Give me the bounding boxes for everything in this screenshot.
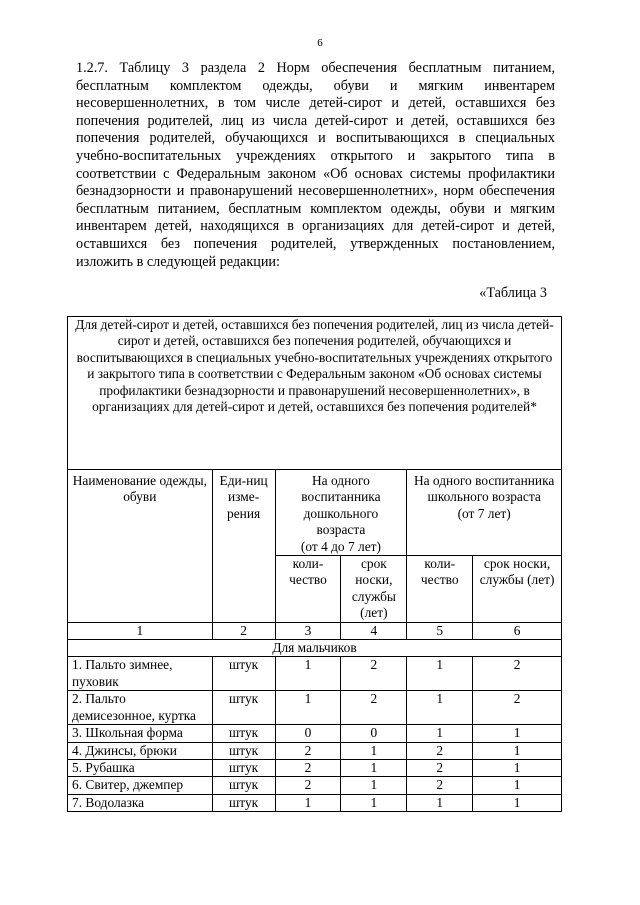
column-header-name: Наименование одежды, обуви bbox=[68, 470, 213, 623]
row-term-preschool: 0 bbox=[341, 725, 407, 742]
table-heading: Для детей-сирот и детей, оставшихся без попечения родителей, лиц из числа детей-сирот и детей, оставшихся без попечения родителей, обучающихся и воспитывающихся в специальных учебно-воспитательных учреждениях открытого и закрытого типа в соответствии с Федеральным законом «Об основах системы профилактики безнадзорности и правонарушений несовершеннолетних», в организациях для детей-сирот и детей, оставшихся без попечения родителей* bbox=[68, 317, 562, 470]
group-school-label: На одного воспитанника школьного возраста bbox=[413, 473, 555, 505]
row-qty-preschool: 2 bbox=[275, 742, 341, 759]
column-number: 2 bbox=[212, 622, 275, 639]
row-unit: штук bbox=[212, 691, 275, 725]
column-number: 1 bbox=[68, 622, 213, 639]
intro-paragraph: 1.2.7. Таблицу 3 раздела 2 Норм обеспечения бесплатным питанием, бесплатным комплектом одежды, обуви и мягким инвентарем несовершеннолетних, в том числе детей-сирот и детей, оставшихся без попечения родителей, лиц из числа детей-сирот и детей, оставшихся без попечения родителей, обучающихся и воспитывающихся в специальных учебно-воспитательных учреждениях открытого и закрытого типа в соответствии с Федеральным законом «Об основах системы профилактики безнадзорности и правонарушений несовершеннолетних», норм обеспечения бесплатным питанием, бесплатным комплектом одежды, обуви и мягким инвентарем детей, находящихся в организациях для детей-сирот и детей, оставшихся без попечения родителей, утвержденных постановлением, изложить в следующей редакции: bbox=[76, 60, 555, 270]
norms-table bbox=[67, 316, 562, 812]
row-qty-preschool: 1 bbox=[275, 794, 341, 811]
column-group-preschool bbox=[275, 470, 407, 556]
row-qty-school: 1 bbox=[407, 725, 473, 742]
row-term-school: 2 bbox=[473, 657, 562, 691]
section-boys: Для мальчиков bbox=[68, 640, 562, 657]
row-qty-school: 2 bbox=[407, 742, 473, 759]
column-number: 5 bbox=[407, 622, 473, 639]
row-qty-preschool: 1 bbox=[275, 691, 341, 725]
row-qty-school: 1 bbox=[407, 691, 473, 725]
row-qty-preschool: 2 bbox=[275, 777, 341, 794]
row-term-school: 1 bbox=[473, 742, 562, 759]
row-unit: штук bbox=[212, 777, 275, 794]
row-item-name: 6. Свитер, джемпер bbox=[68, 777, 213, 794]
row-term-school: 2 bbox=[473, 691, 562, 725]
row-qty-preschool: 2 bbox=[275, 759, 341, 776]
column-number: 4 bbox=[341, 622, 407, 639]
row-term-preschool: 1 bbox=[341, 742, 407, 759]
row-unit: штук bbox=[212, 759, 275, 776]
row-qty-preschool: 1 bbox=[275, 657, 341, 691]
table-row bbox=[68, 725, 562, 742]
table-row bbox=[68, 657, 562, 691]
table-row bbox=[68, 794, 562, 811]
row-item-name: 3. Школьная форма bbox=[68, 725, 213, 742]
page-number: 6 bbox=[317, 37, 323, 49]
column-number: 3 bbox=[275, 622, 341, 639]
column-header-qty-preschool: коли-чество bbox=[275, 556, 341, 623]
column-header-qty-school: коли-чество bbox=[407, 556, 473, 623]
row-qty-school: 1 bbox=[407, 657, 473, 691]
table-row bbox=[68, 777, 562, 794]
table-caption: «Таблица 3 bbox=[479, 285, 547, 301]
row-unit: штук bbox=[212, 742, 275, 759]
row-term-school: 1 bbox=[473, 794, 562, 811]
row-qty-school: 2 bbox=[407, 759, 473, 776]
column-header-term-preschool: срок носки, службы (лет) bbox=[341, 556, 407, 623]
row-term-preschool: 2 bbox=[341, 691, 407, 725]
column-number: 6 bbox=[473, 622, 562, 639]
row-qty-school: 1 bbox=[407, 794, 473, 811]
row-qty-preschool: 0 bbox=[275, 725, 341, 742]
row-item-name: 4. Джинсы, брюки bbox=[68, 742, 213, 759]
column-number-row bbox=[68, 622, 562, 639]
row-item-name: 1. Пальто зимнее, пуховик bbox=[68, 657, 213, 691]
table-row bbox=[68, 759, 562, 776]
column-header-unit: Еди-ниц изме-рения bbox=[212, 470, 275, 623]
group-preschool-label: На одного воспитанника дошкольного возраста bbox=[301, 473, 381, 538]
row-item-name: 5. Рубашка bbox=[68, 759, 213, 776]
row-unit: штук bbox=[212, 794, 275, 811]
row-unit: штук bbox=[212, 725, 275, 742]
row-term-school: 1 bbox=[473, 777, 562, 794]
table-heading-row bbox=[68, 317, 562, 470]
row-term-school: 1 bbox=[473, 759, 562, 776]
row-term-preschool: 1 bbox=[341, 759, 407, 776]
row-term-preschool: 2 bbox=[341, 657, 407, 691]
row-item-name: 7. Водолазка bbox=[68, 794, 213, 811]
row-unit: штук bbox=[212, 657, 275, 691]
row-item-name: 2. Пальто демисезонное, куртка bbox=[68, 691, 213, 725]
row-term-preschool: 1 bbox=[341, 777, 407, 794]
table-row bbox=[68, 691, 562, 725]
row-term-preschool: 1 bbox=[341, 794, 407, 811]
column-group-school bbox=[407, 470, 562, 556]
group-school-age: (от 7 лет) bbox=[457, 505, 511, 521]
group-preschool-age: (от 4 до 7 лет) bbox=[300, 538, 381, 554]
table-header-row bbox=[68, 470, 562, 556]
norms-table-body bbox=[68, 317, 562, 812]
table-row bbox=[68, 742, 562, 759]
column-header-term-school: срок носки, службы (лет) bbox=[473, 556, 562, 623]
row-qty-school: 2 bbox=[407, 777, 473, 794]
section-row bbox=[68, 640, 562, 657]
row-term-school: 1 bbox=[473, 725, 562, 742]
